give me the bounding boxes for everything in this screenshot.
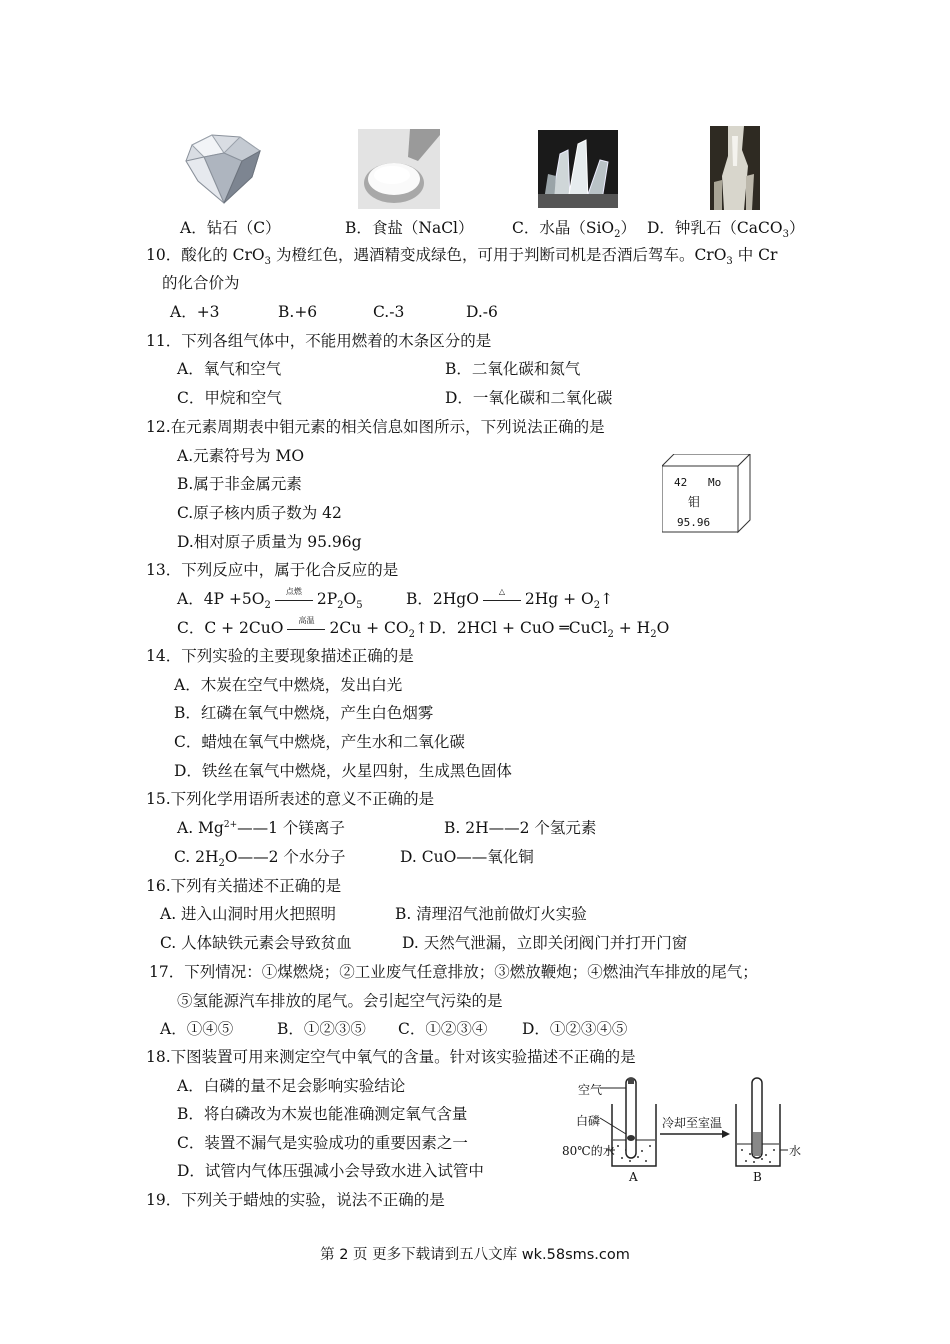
q18-option-b: B．将白磷改为木炭也能准确测定氧气含量: [177, 1105, 468, 1123]
stalactite-image: [710, 126, 760, 210]
q17-option-c: C．①②③④: [398, 1020, 488, 1038]
q15-option-b: B. 2H——2 个氢元素: [444, 819, 597, 837]
q17-stem-line2: ⑤氢能源汽车排放的尾气。会引起空气污染的是: [177, 992, 503, 1010]
q12-option-d: D.相对原子质量为 95.96g: [177, 533, 362, 551]
q15-option-d: D. CuO——氧化铜: [400, 848, 534, 866]
q14-stem: 14．下列实验的主要现象描述正确的是: [146, 647, 414, 665]
q10-option-c: C.-3: [373, 303, 405, 321]
q14-option-a: A．木炭在空气中燃烧，发出白光: [174, 676, 403, 694]
q16-option-c: C. 人体缺铁元素会导致贫血: [160, 934, 352, 952]
reaction-arrow: 高温: [287, 623, 325, 635]
q16-option-b: B. 清理沼气池前做灯火实验: [395, 905, 587, 923]
q9-option-b: B．食盐（NaCl）: [345, 219, 474, 237]
q13-stem: 13．下列反应中，属于化合反应的是: [146, 561, 399, 579]
q18-stem: 18.下图装置可用来测定空气中氧气的含量。针对该实验描述不正确的是: [146, 1048, 636, 1066]
reaction-arrow: △: [483, 594, 521, 606]
label-white-phosphorus: 白磷: [576, 1114, 601, 1128]
reaction-arrow: 点燃: [275, 594, 313, 606]
q18-option-d: D．试管内气体压强减小会导致水进入试管中: [177, 1162, 484, 1180]
q9-option-c: C．水晶（SiO$_2$）: [512, 219, 637, 241]
q17-option-d: D．①②③④⑤: [522, 1020, 628, 1038]
q9-option-d: D．钟乳石（CaCO$_3$）: [647, 219, 805, 241]
diamond-image: [182, 131, 266, 207]
q13-option-c: C．C + 2CuO 高温 $2Cu + CO_2↑$: [177, 616, 428, 641]
quartz-crystal-image: [538, 130, 618, 208]
q16-option-a: A. 进入山洞时用火把照明: [160, 905, 337, 923]
q18-option-c: C．装置不漏气是实验成功的重要因素之一: [177, 1134, 468, 1152]
q17-option-b: B．①②③⑤: [277, 1020, 366, 1038]
q19-stem: 19．下列关于蜡烛的实验，说法不正确的是: [146, 1191, 445, 1209]
q16-option-d: D. 天然气泄漏，立即关闭阀门并打开门窗: [402, 934, 688, 952]
page-footer: 第 2 页 更多下载请到五八文库 wk.58sms.com: [320, 1247, 630, 1263]
q11-option-b: B．二氧化碳和氮气: [445, 360, 581, 378]
label-a: A: [629, 1170, 638, 1184]
q15-option-a: A. $Mg^{2+}——1$ 个镁离子: [177, 819, 345, 837]
q14-option-b: B．红磷在氧气中燃烧，产生白色烟雾: [174, 704, 434, 722]
q12-option-b: B.属于非金属元素: [177, 475, 302, 493]
q12-option-c: C.原子核内质子数为 42: [177, 504, 342, 522]
q17-option-a: A．①④⑤: [160, 1020, 234, 1038]
element-name: 钼: [688, 495, 701, 509]
q11-option-a: A．氧气和空气: [177, 360, 282, 378]
salt-spoon-image: [358, 129, 440, 209]
q10-stem: 10．酸化的 CrO$_3$ 为橙红色，遇酒精变成绿色，可用于判断司机是否酒后驾车。CrO$_3$ 中 Cr: [146, 246, 778, 268]
q12-stem: 12.在元素周期表中钼元素的相关信息如图所示，下列说法正确的是: [146, 418, 605, 436]
q10-stem-line2: 的化合价为: [162, 274, 240, 292]
q11-stem: 11．下列各组气体中，不能用燃着的木条区分的是: [146, 332, 492, 350]
element-mass: 95.96: [677, 516, 711, 529]
q11-option-c: C．甲烷和空气: [177, 389, 282, 407]
q13-option-b: B．2HgO △ $2Hg + O_2↑$: [406, 587, 614, 612]
q17-stem: 17．下列情况：①煤燃烧；②工业废气任意排放；③燃放鞭炮；④燃油汽车排放的尾气；: [149, 963, 758, 981]
q10-option-b: B.+6: [278, 303, 318, 321]
label-cool: 冷却至室温: [662, 1116, 723, 1130]
q10-option-d: D.-6: [466, 303, 498, 321]
q13-option-a: A．$4P +5O_2$ 点燃 $2P_2O_5$: [177, 587, 363, 612]
q16-stem: 16.下列有关描述不正确的是: [146, 877, 342, 895]
q14-option-c: C．蜡烛在氧气中燃烧，产生水和二氧化碳: [174, 733, 465, 751]
q13-option-d: D．2HCl + CuO ═CuCl$_2$ + $H_2O$: [429, 619, 670, 641]
q12-option-a: A.元素符号为 MO: [177, 447, 305, 465]
element-symbol: Mo: [708, 476, 722, 489]
label-b: B: [753, 1170, 762, 1184]
q10-option-a: A．+3: [170, 303, 220, 321]
element-number: 42: [674, 476, 688, 489]
label-water-80: 80℃的水: [562, 1144, 615, 1158]
q9-option-a: A．钻石（C）: [180, 219, 281, 237]
q15-stem: 15.下列化学用语所表述的意义不正确的是: [146, 790, 435, 808]
q14-option-d: D．铁丝在氧气中燃烧，火星四射，生成黑色固体: [174, 762, 512, 780]
q18-option-a: A．白磷的量不足会影响实验结论: [177, 1077, 406, 1095]
label-air: 空气: [578, 1083, 603, 1097]
q15-option-c: C. $2H_2O——2$ 个水分子: [174, 848, 346, 870]
q11-option-d: D．一氧化碳和二氧化碳: [445, 389, 613, 407]
label-water: 水: [789, 1144, 802, 1158]
